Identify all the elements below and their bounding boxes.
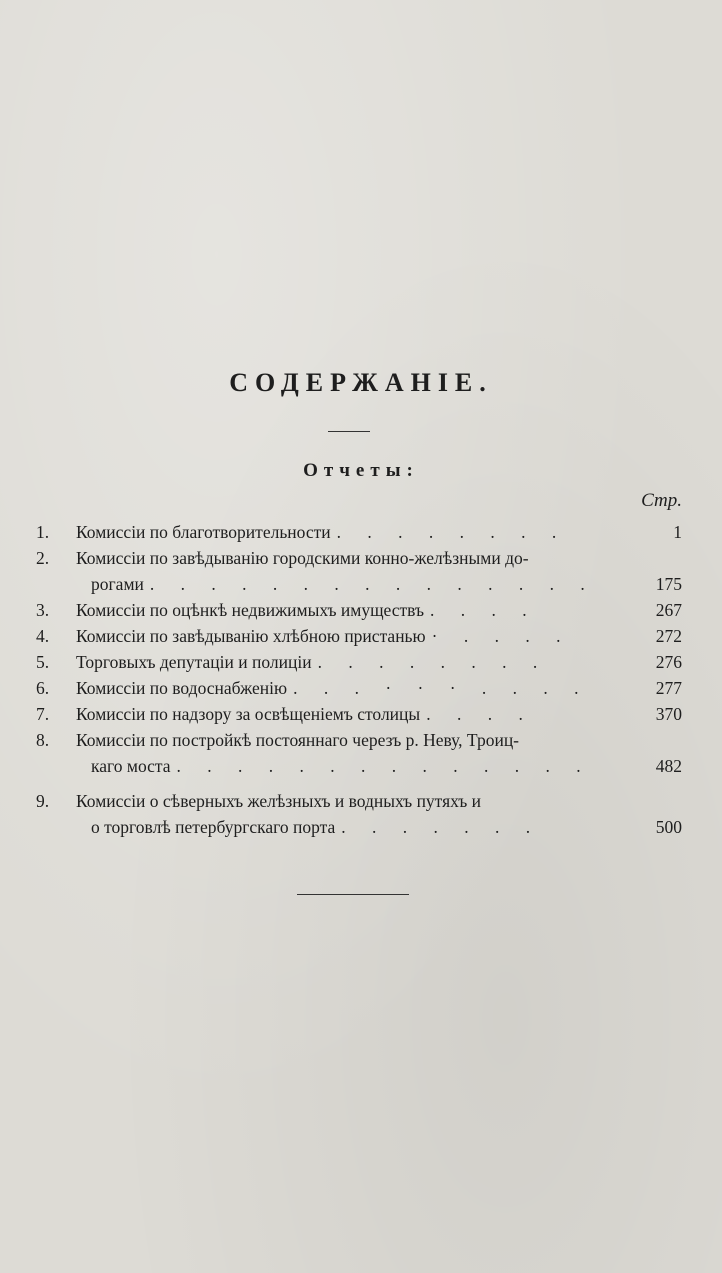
toc-entry (0, 623, 722, 649)
toc-entry-text: Торговыхъ депутаціи и полиціи (76, 652, 312, 672)
toc-entry-text: о торговлѣ петербургскаго порта (91, 817, 336, 837)
toc-leader-dots: . . . . (426, 704, 534, 724)
toc-page-number: 272 (655, 626, 682, 646)
toc-entry-text: Комиссіи по водоснабженію (76, 678, 288, 698)
toc-entry-number: 2. (36, 548, 50, 568)
toc-page-number: 1 (673, 522, 682, 542)
toc-leader-dots: . . . . . . . . (336, 522, 568, 542)
section-subtitle: Отчеты: (303, 460, 419, 481)
toc-entry-number: 9. (36, 791, 50, 811)
toc-entry-text: Комиссіи по завѣдыванію городскими конно-желѣзными до- (76, 548, 529, 568)
toc-entry-text: Комиссіи по оцѣнкѣ недвижимыхъ имуществъ (76, 600, 425, 620)
toc-entry-continuation (0, 814, 722, 840)
toc-page-number: 482 (655, 756, 682, 776)
toc-entry-text: рогами (91, 574, 144, 594)
toc-leader-dots: . . . · · · . . . . (293, 678, 590, 698)
toc-entry (0, 675, 722, 701)
toc-entry-number: 7. (36, 704, 50, 724)
toc-entry-text: Комиссіи по завѣдыванію хлѣбною пристанью (76, 626, 426, 646)
bottom-divider (297, 894, 409, 895)
toc-entry-number: 1. (36, 522, 50, 542)
toc-page-number: 175 (655, 574, 682, 594)
toc-entry-text: Комиссіи о сѣверныхъ желѣзныхъ и водныхъ путяхъ и (76, 791, 482, 811)
toc-entry-number: 4. (36, 626, 50, 646)
toc-entry-number: 8. (36, 730, 50, 750)
toc-page-number: 267 (655, 600, 682, 620)
toc-entry-text: каго моста (91, 756, 171, 776)
toc-entry-text: Комиссіи по постройкѣ постояннаго черезъ р. Неву, Троиц- (76, 730, 520, 750)
toc-page-number: 500 (655, 817, 682, 837)
toc-leader-dots: . . . . . . . . (317, 652, 549, 672)
toc-entry (0, 727, 722, 753)
page-title: СОДЕРЖАНІЕ. (229, 368, 493, 397)
toc-entry (0, 788, 722, 814)
toc-leader-dots: . . . . . . . . . . . . . . . (149, 574, 596, 594)
toc-entry-number: 3. (36, 600, 50, 620)
toc-leader-dots: . . . . . . . . . . . . . . (176, 756, 592, 776)
toc-entry (0, 545, 722, 571)
toc-entry-continuation (0, 753, 722, 779)
toc-entry-number: 5. (36, 652, 50, 672)
toc-entry-text: Комиссіи по надзору за освѣщеніемъ столицы (76, 704, 421, 724)
toc-page-number: 276 (655, 652, 682, 672)
page-column-label: Стр. (641, 490, 682, 511)
toc-page-number: 277 (655, 678, 682, 698)
toc-leader-dots: . . . . . . . (341, 817, 542, 837)
toc-entry (0, 519, 722, 545)
toc-page-number: 370 (655, 704, 682, 724)
toc-leader-dots: · . . . . (431, 626, 572, 646)
toc-entry (0, 649, 722, 675)
toc-entry-continuation (0, 571, 722, 597)
toc-entry (0, 701, 722, 727)
toc-entry (0, 597, 722, 623)
toc-entry-text: Комиссіи по благотворительности (76, 522, 331, 542)
toc-entry-number: 6. (36, 678, 50, 698)
toc-leader-dots: . . . . (430, 600, 538, 620)
